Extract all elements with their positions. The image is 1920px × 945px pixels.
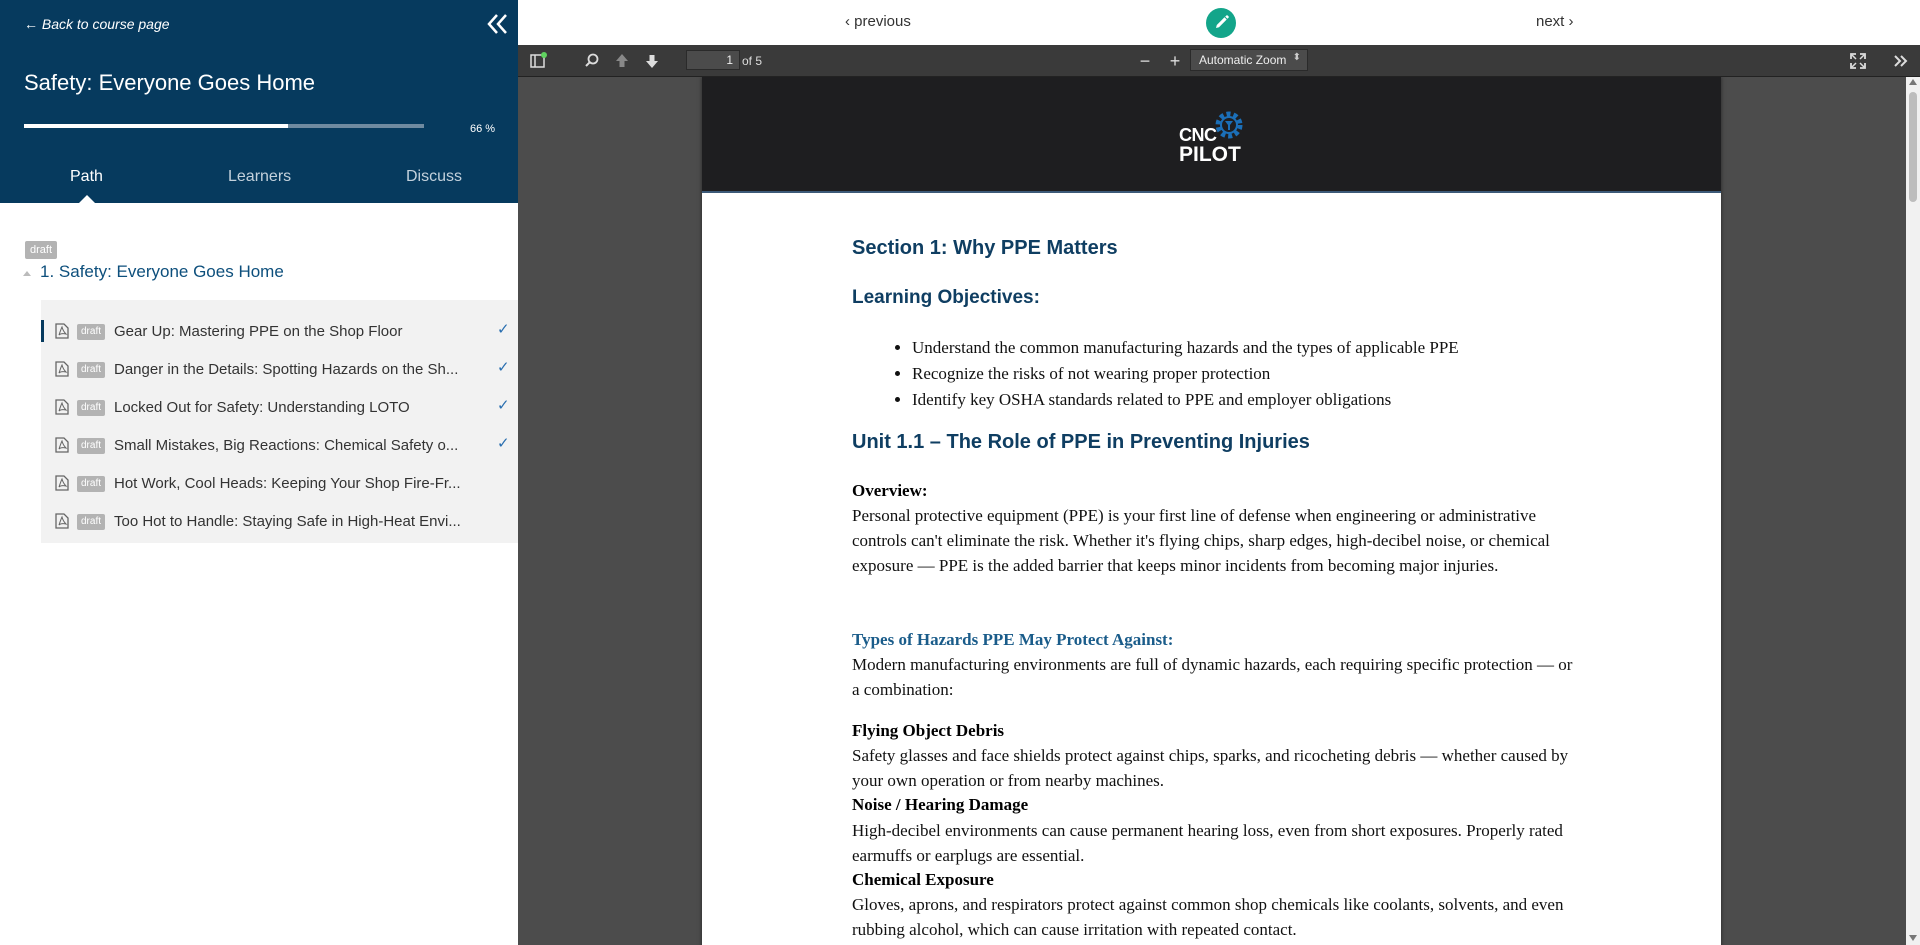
zoom-select-value: Automatic Zoom [1199,53,1287,67]
objective-item: • Identify key OSHA standards related to PPE and employer obligations [912,387,1459,413]
double-chevron-right-icon [1890,51,1910,71]
page-number-input[interactable] [686,50,740,70]
logo-text-pilot: PILOT [1179,143,1241,166]
lesson-title: Gear Up: Mastering PPE on the Shop Floor [114,323,403,340]
check-icon: ✓ [497,359,510,376]
hazards-intro: Modern manufacturing environments are full of dynamic hazards, each requiring specific protection — or a combination: [852,655,1573,699]
hazards-heading: Types of Hazards PPE May Protect Against: [852,630,1174,649]
lesson-navigation-bar [518,0,1920,45]
objectives-list [912,335,1459,413]
scroll-up-arrow-icon[interactable] [1909,79,1917,85]
page-count-label: of 5 [742,54,763,68]
fullscreen-icon [1848,51,1868,71]
vertical-scrollbar[interactable] [1906,77,1920,945]
tools-menu-button[interactable] [1890,51,1910,71]
check-icon: ✓ [497,435,510,452]
page-header-banner [702,77,1721,193]
section-draft-badge: draft [25,241,57,259]
lesson-draft-badge: draft [77,514,105,530]
lesson-list [41,300,518,543]
lesson-draft-badge: draft [77,362,105,378]
pdf-viewport[interactable] [518,77,1920,945]
zoom-out-button[interactable]: − [1139,51,1151,71]
course-progress-fill [24,124,288,128]
hazard-text: High-decibel environments can cause permanent hearing loss, even from short exposures. Properly rated earmuffs or earplugs are essential. [852,821,1563,865]
search-icon [582,51,602,71]
hazard-title: Noise / Hearing Damage [852,795,1029,814]
presentation-mode-button[interactable] [1848,51,1868,71]
hazard-title: Chemical Exposure [852,870,994,889]
overview-label: Overview: [852,481,928,500]
section-collapse-caret-icon[interactable] [23,271,31,276]
overview-paragraph: Personal protective equipment (PPE) is your first line of defense when engineering or administrative controls can't eliminate the risk. Whether it's flying chips, sharp edges, high-decibel noise, or chemical exposure — PPE is the added barrier that keeps minor incidents from becoming major injuries. [852,506,1550,575]
pdf-document-icon [55,361,69,377]
tab-learners[interactable]: Learners [228,168,292,185]
back-to-course-link[interactable]: ← Back to course page [24,16,170,32]
previous-lesson-button[interactable]: ‹ previous [845,13,911,30]
tab-discuss[interactable]: Discuss [406,168,463,185]
lesson-item[interactable] [41,312,518,350]
section-title[interactable]: 1. Safety: Everyone Goes Home [40,262,284,281]
lesson-item[interactable] [41,502,518,540]
pdf-document-icon [55,323,69,339]
tab-path[interactable]: Path [70,168,103,185]
hazard-text: Gloves, aprons, and respirators protect against common shop chemicals like coolants, solvents, and even rubbing alcohol, which can cause irritation with repeated contact. [852,895,1564,939]
lesson-draft-badge: draft [77,400,105,416]
lesson-item[interactable] [41,426,518,464]
cnc-pilot-logo [1177,107,1257,166]
double-chevron-left-icon [484,10,512,38]
lesson-title: Small Mistakes, Big Reactions: Chemical Safety o... [114,437,459,454]
course-progress-percent: 66 % [470,123,496,135]
pdf-toolbar [518,45,1920,77]
pdf-document-icon [55,513,69,529]
objective-item: • Recognize the risks of not wearing proper protection [912,361,1459,387]
lesson-title: Locked Out for Safety: Understanding LOTO [114,399,410,416]
lesson-title: Danger in the Details: Spotting Hazards on the Sh... [114,361,459,378]
course-progress-bar [24,124,424,128]
pencil-icon [1206,8,1236,38]
objectives-heading: Learning Objectives: [852,287,1040,308]
lesson-item[interactable] [41,388,518,426]
pdf-document-icon [55,399,69,415]
active-tab-indicator [79,195,95,203]
section-heading: Section 1: Why PPE Matters [852,237,1118,259]
lesson-title: Too Hot to Handle: Staying Safe in High-Heat Envi... [114,513,461,530]
unit-heading: Unit 1.1 – The Role of PPE in Preventing Injuries [852,431,1310,453]
pdf-document-icon [55,475,69,491]
zoom-in-button[interactable]: + [1169,51,1181,71]
arrow-up-icon [612,51,632,71]
sidebar-header [0,0,518,203]
check-icon: ✓ [497,321,510,338]
hazard-text: Safety glasses and face shields protect against chips, sparks, and ricocheting debris — whether caused by your own operation or from nearby machines. [852,746,1569,790]
edit-button[interactable] [1206,8,1236,38]
logo-text-cnc: CNC [1179,125,1217,145]
toggle-sidebar-button[interactable] [528,51,548,71]
scroll-down-arrow-icon[interactable] [1909,935,1917,941]
pdf-document-icon [55,437,69,453]
lesson-item[interactable] [41,464,518,502]
hazard-title: Flying Object Debris [852,721,1005,740]
find-button[interactable] [582,51,602,71]
sidebar-toggle-icon [528,51,548,71]
lesson-draft-badge: draft [77,438,105,454]
lesson-draft-badge: draft [77,476,105,492]
course-title: Safety: Everyone Goes Home [24,70,316,95]
select-arrows-icon: ⬍ [1292,52,1301,63]
scrollbar-thumb[interactable] [1909,92,1917,202]
lesson-title: Hot Work, Cool Heads: Keeping Your Shop Fire-Fr... [114,475,461,492]
previous-page-button[interactable] [612,51,632,71]
pdf-page [702,77,1721,945]
zoom-select[interactable] [1190,49,1308,71]
lesson-draft-badge: draft [77,324,105,340]
lesson-item[interactable] [41,350,518,388]
course-sidebar [0,0,518,945]
next-page-button[interactable] [642,51,662,71]
objective-item: • Understand the common manufacturing hazards and the types of applicable PPE [912,335,1459,361]
next-lesson-button[interactable]: next › [1536,13,1574,30]
collapse-sidebar-button[interactable] [484,10,512,38]
arrow-down-icon [642,51,662,71]
check-icon: ✓ [497,397,510,414]
